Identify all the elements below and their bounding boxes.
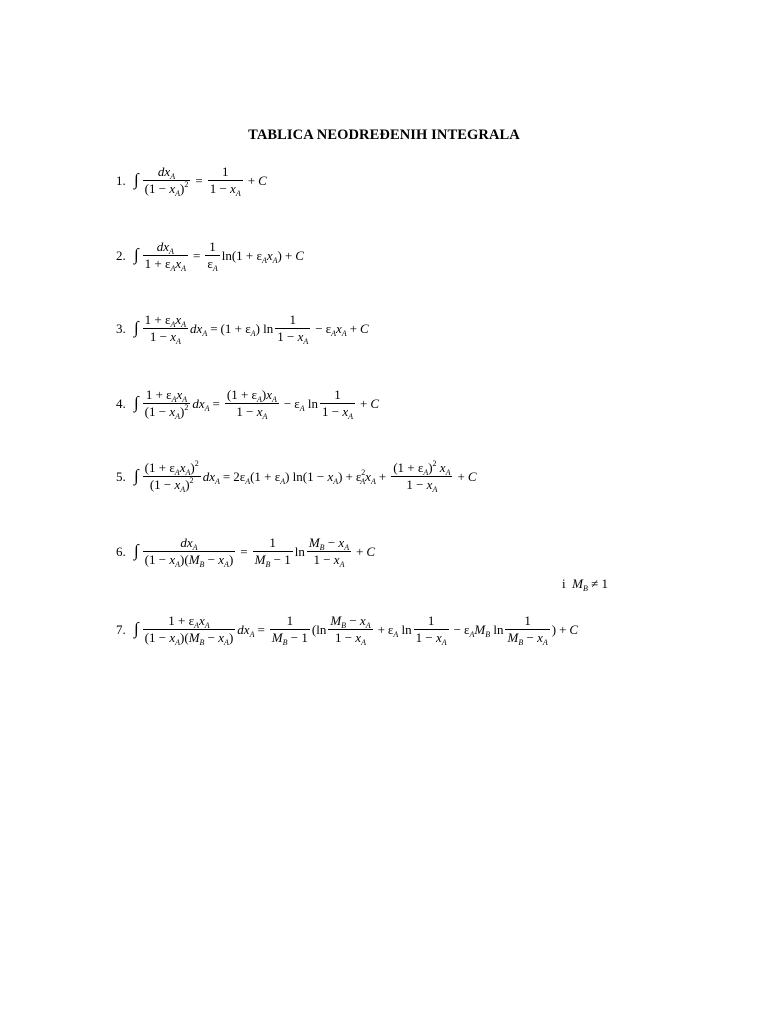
fraction: $\frac{1}{\varepsilon_A}$ xyxy=(207,239,218,273)
fraction: $\frac{1}{1 - x_A}$ xyxy=(209,164,241,198)
condition-note: i $M_B \ne 1$ xyxy=(562,576,608,593)
formula-1: 1. ∫ $\frac{dx_A}{(1 - x_A)^2}$ = $\frac{1}{1 - x_A}$ + C xyxy=(116,164,267,198)
integral-sign: ∫ xyxy=(134,393,139,412)
integral-sign: ∫ xyxy=(134,170,139,189)
formula-number: 1. xyxy=(116,172,126,188)
formula-number: 7. xyxy=(116,621,126,637)
fraction: $\frac{1}{M_B - 1}$ xyxy=(254,535,291,569)
page-title: TABLICA NEODREĐENIH INTEGRALA xyxy=(248,127,520,143)
integral-sign: ∫ xyxy=(134,541,139,560)
integral-sign: ∫ xyxy=(134,619,139,638)
fraction: $\frac{(1 + \varepsilon_A)^2 x_A}{1 - x_A}$ xyxy=(393,459,451,494)
fraction: $\frac{M_B - x_A}{1 - x_A}$ xyxy=(330,613,371,647)
fraction: $\frac{(1 + \varepsilon_Ax_A)^2}{(1 - x_A)^2}$ xyxy=(144,459,199,494)
formula-number: 5. xyxy=(116,468,126,484)
formula-number: 6. xyxy=(116,543,126,559)
fraction: $\frac{1}{M_B - x_A}$ xyxy=(507,613,548,647)
formula-3: 3. ∫ $\frac{1 + \varepsilon_Ax_A}{1 - x_A}$ $dx_A$ = $(1 + \varepsilon_A)$ ln $\frac{1}{1 - x_A}$ − $\varepsilon_Ax_A$ + C xyxy=(116,312,369,346)
fraction: $\frac{1}{M_B - 1}$ xyxy=(271,613,308,647)
formula-number: 3. xyxy=(116,320,126,336)
integral-sign: ∫ xyxy=(134,318,139,337)
fraction: $\frac{1 + \varepsilon_Ax_A}{(1 - x_A)^2}$ xyxy=(144,387,189,421)
formula-6: 6. ∫ $\frac{dx_A}{(1 - x_A)(M_B - x_A)}$ = $\frac{1}{M_B - 1}$ ln $\frac{M_B - x_A}{1 - x_A}$ + C xyxy=(116,535,376,569)
fraction: $\frac{1 + \varepsilon_Ax_A}{(1 - x_A)(M_B - x_A)}$ xyxy=(144,613,234,647)
formula-number: 4. xyxy=(116,395,126,411)
fraction: $\frac{1}{1 - x_A}$ xyxy=(415,613,447,647)
fraction: $\frac{dx_A}{(1 - x_A)^2}$ xyxy=(144,164,189,198)
integral-sign: ∫ xyxy=(134,245,139,264)
condition-prefix: i xyxy=(562,576,566,591)
fraction: $\frac{dx_A}{1 + \varepsilon_Ax_A}$ xyxy=(144,239,187,273)
formula-5: 5. ∫ $\frac{(1 + \varepsilon_Ax_A)^2}{(1 - x_A)^2}$ $dx_A$ = $2\varepsilon_A(1 + \varepsilon_A) \ln(1 - x_A)$ + $\varepsilon^2_Ax_A$ + $\frac{(1 + \varepsilon_A)^2 x_A}{1 - x_A}$ + C xyxy=(116,459,477,494)
fraction: $\frac{1 + \varepsilon_Ax_A}{1 - x_A}$ xyxy=(144,312,187,346)
fraction: $\frac{(1 + \varepsilon_A)x_A}{1 - x_A}$ xyxy=(226,387,277,421)
fraction: $\frac{M_B - x_A}{1 - x_A}$ xyxy=(308,535,350,569)
formula-7: 7. ∫ $\frac{1 + \varepsilon_Ax_A}{(1 - x_A)(M_B - x_A)}$ $dx_A$ = $\frac{1}{M_B - 1}$ (ln $\frac{M_B - x_A}{1 - x_A}$ + $\varepsilon_A$ ln $\frac{1}{1 - x_A}$ − $\varepsilon_AM_B$ ln $\frac{1}{M_B - x_A}$ ) + C xyxy=(116,613,579,647)
formula-number: 2. xyxy=(116,247,126,263)
formula-4: 4. ∫ $\frac{1 + \varepsilon_Ax_A}{(1 - x_A)^2}$ $dx_A$ = $\frac{(1 + \varepsilon_A)x_A}{1 - x_A}$ − $\varepsilon_A$ ln $\frac{1}{1 - x_A}$ + C xyxy=(116,387,380,421)
formula-2: 2. ∫ $\frac{dx_A}{1 + \varepsilon_Ax_A}$ = $\frac{1}{\varepsilon_A}$ $\ln(1 + \varepsilon_Ax_A)$ + C xyxy=(116,239,304,273)
integral-sign: ∫ xyxy=(134,466,139,485)
fraction: $\frac{dx_A}{(1 - x_A)(M_B - x_A)}$ xyxy=(144,535,234,569)
fraction: $\frac{1}{1 - x_A}$ xyxy=(321,387,353,421)
fraction: $\frac{1}{1 - x_A}$ xyxy=(277,312,309,346)
